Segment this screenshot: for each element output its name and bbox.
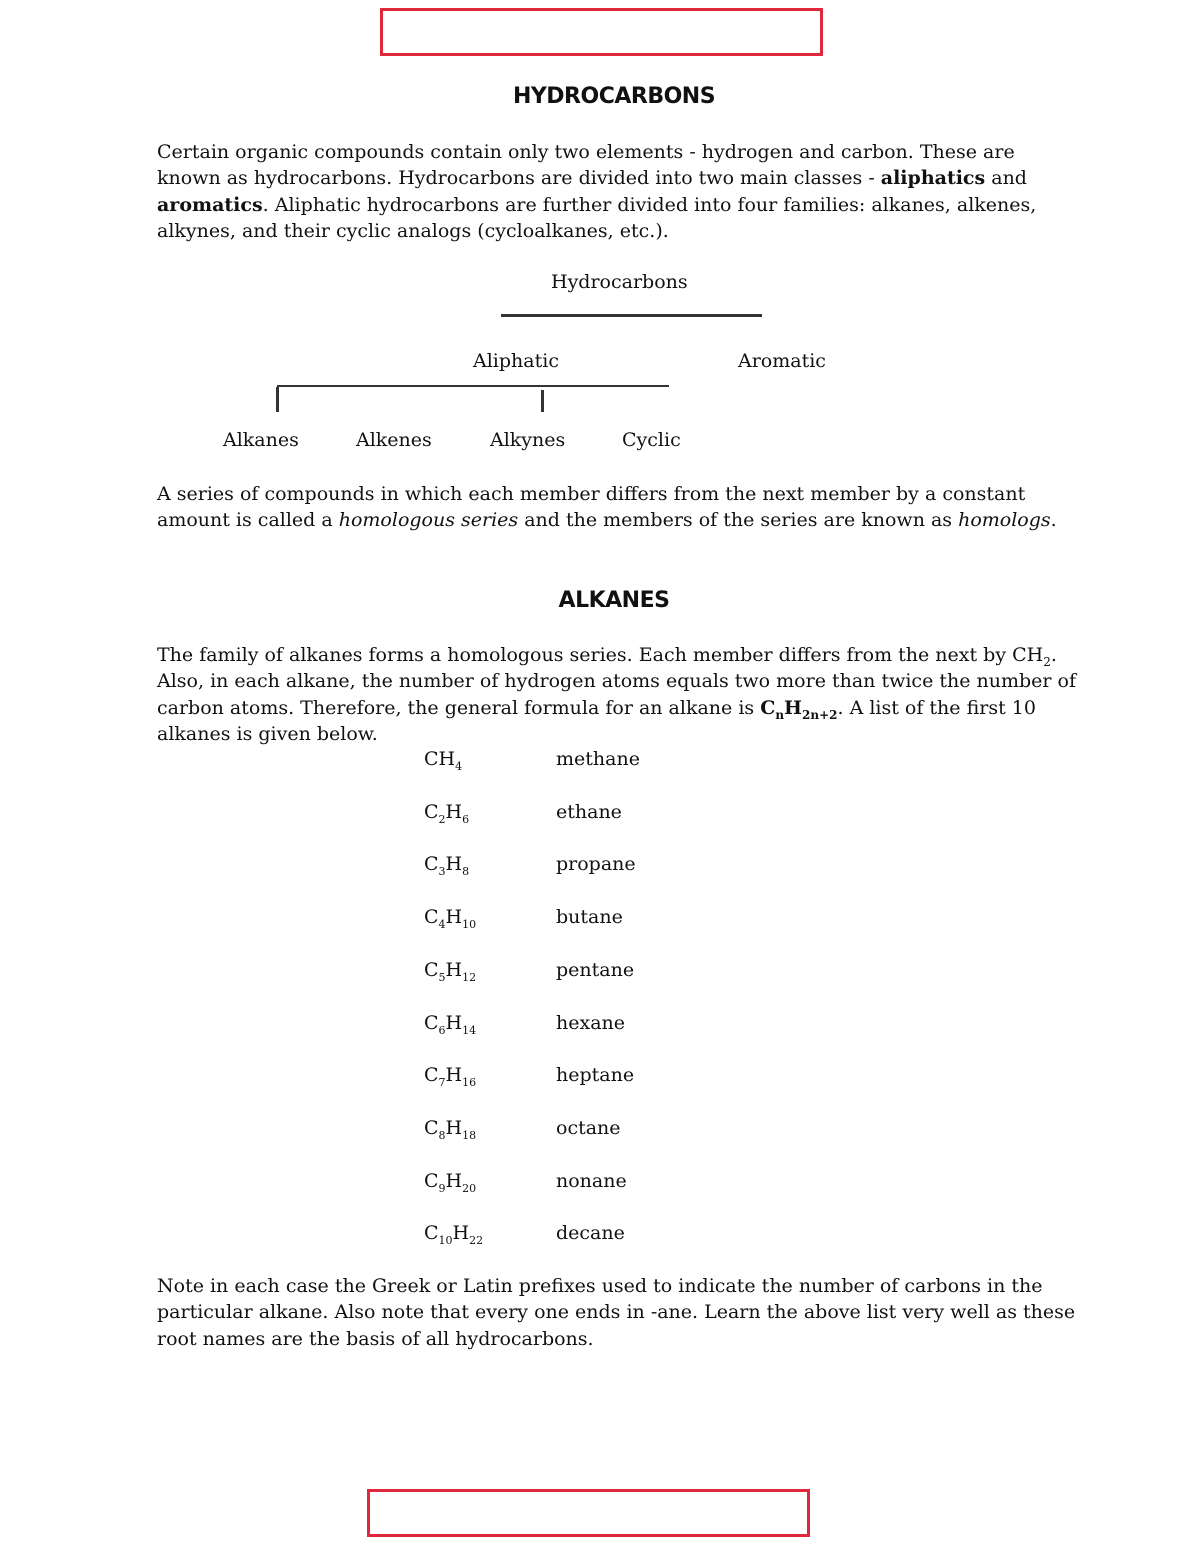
formula-hydrogen: H [445, 801, 463, 823]
alkane-formula [424, 1170, 477, 1195]
formula-hydrogen: H [445, 959, 463, 981]
formula-hydrogen: H [452, 1222, 470, 1244]
alkane-formula [424, 959, 477, 984]
tree-leaf-cyclic: Cyclic [622, 429, 681, 451]
formula-hydrogen: H [445, 1170, 463, 1192]
tree-leaf-alkanes: Alkanes [223, 429, 299, 451]
alkane-name: octane [556, 1117, 621, 1139]
tree-leaf-alkenes: Alkenes [356, 429, 432, 451]
alkane-name: hexane [556, 1012, 626, 1034]
homologous-text-2: and the members of the series are known as [518, 509, 959, 532]
formula-carbon: C [424, 1117, 439, 1139]
homologous-paragraph [157, 481, 1077, 534]
formula-carbon: C [424, 1064, 439, 1086]
homologous-text-3: . [1050, 509, 1057, 532]
hydrogen-count: 6 [462, 813, 470, 826]
alkanes-text-1: The family of alkanes forms a homologous series. Each member differs from the next by CH [157, 644, 1044, 666]
alkane-name: ethane [556, 801, 622, 823]
carbon-count: 8 [438, 1129, 446, 1142]
alkane-name: methane [556, 748, 640, 770]
hydrogen-count: 14 [462, 1024, 477, 1037]
header-placeholder-box [380, 8, 823, 56]
alkane-formula [424, 801, 470, 826]
alkane-formula [424, 906, 477, 931]
term-aromatics: aromatics [157, 193, 263, 216]
formula-hydrogen: H [445, 906, 463, 928]
alkanes-paragraph [157, 642, 1077, 747]
formula-carbon: C [424, 853, 439, 875]
carbon-count: 10 [438, 1234, 453, 1247]
tree-aliphatic-line [277, 385, 669, 387]
formula-carbon: C [424, 906, 439, 928]
tree-node-aromatic: Aromatic [738, 350, 826, 372]
alkane-name: nonane [556, 1170, 627, 1192]
formula-hydrogen: H [438, 748, 456, 770]
intro-text-and: and [985, 167, 1027, 190]
intro-text-2: . Aliphatic hydrocarbons are further divided into four families: alkanes, alkenes, alkynes, and their cyclic analogs (cycloalkanes, etc.). [157, 193, 1037, 242]
term-homologs: homologs [958, 509, 1051, 532]
formula-c: C [760, 696, 776, 719]
tree-root-hydrocarbons: Hydrocarbons [551, 271, 688, 293]
hydrogen-count: 10 [462, 918, 477, 931]
alkane-name: propane [556, 853, 636, 875]
formula-carbon: C [424, 748, 439, 770]
heading-hydrocarbons: HYDROCARBONS [512, 84, 716, 109]
term-homologous-series: homologous series [338, 509, 519, 532]
formula-hydrogen: H [445, 853, 463, 875]
alkane-formula [424, 748, 463, 773]
formula-hydrogen: H [445, 1117, 463, 1139]
formula-carbon: C [424, 1222, 439, 1244]
tree-branch-right [541, 390, 544, 412]
alkanes-text-3: . A list of the first 10 alkanes is given below. [157, 696, 1036, 745]
homologous-text-1: A series of compounds in which each member differs from the next member by a constant amount is called a [157, 483, 1026, 532]
alkane-formula [424, 853, 470, 878]
hydrogen-count: 18 [462, 1129, 477, 1142]
term-aliphatics: aliphatics [880, 167, 986, 190]
hydrogen-count: 22 [469, 1234, 484, 1247]
alkane-formula [424, 1222, 484, 1247]
ch2-subscript: 2 [1043, 655, 1051, 669]
hydrogen-count: 12 [462, 971, 477, 984]
general-formula [760, 696, 838, 722]
hydrogen-count: 8 [462, 865, 470, 878]
formula-hydrogen: H [445, 1012, 463, 1034]
carbon-count: 7 [438, 1076, 446, 1089]
formula-carbon: C [424, 801, 439, 823]
alkane-name: decane [556, 1222, 625, 1244]
carbon-count: 6 [438, 1024, 446, 1037]
carbon-count: 3 [438, 865, 446, 878]
formula-2n2: 2n+2 [802, 707, 838, 722]
formula-carbon: C [424, 959, 439, 981]
alkane-name: butane [556, 906, 623, 928]
formula-n: n [775, 707, 785, 722]
carbon-count: 9 [438, 1182, 446, 1195]
tree-leaf-alkynes: Alkynes [490, 429, 566, 451]
alkane-formula [424, 1064, 477, 1089]
hydrogen-count: 4 [455, 760, 463, 773]
heading-alkanes: ALKANES [558, 588, 670, 613]
formula-hydrogen: H [445, 1064, 463, 1086]
tree-root-line [501, 314, 762, 317]
note-paragraph: Note in each case the Greek or Latin prefixes used to indicate the number of carbons in the particular alkane. Also note that every one ends in -ane. Learn the above list very well as these root names are the basis of all hydrocarbons. [157, 1275, 1076, 1350]
intro-paragraph [157, 139, 1077, 244]
tree-branch-left [276, 387, 279, 412]
alkanes-text-2: . Also, in each alkane, the number of hydrogen atoms equals two more than twice the number of carbon atoms. Therefore, the general formula for an alkane is [157, 644, 1077, 719]
intro-text-1: Certain organic compounds contain only two elements - hydrogen and carbon. These are known as hydrocarbons. Hydrocarbons are divided into two main classes - [157, 141, 1015, 190]
carbon-count: 5 [438, 971, 446, 984]
footer-placeholder-box [367, 1489, 810, 1537]
carbon-count: 4 [438, 918, 446, 931]
formula-h: H [784, 696, 802, 719]
tree-node-aliphatic: Aliphatic [473, 350, 559, 372]
formula-carbon: C [424, 1012, 439, 1034]
alkane-name: pentane [556, 959, 635, 981]
alkane-formula [424, 1012, 477, 1037]
hydrogen-count: 20 [462, 1182, 477, 1195]
carbon-count: 2 [438, 813, 446, 826]
alkane-name: heptane [556, 1064, 635, 1086]
hydrogen-count: 16 [462, 1076, 477, 1089]
formula-carbon: C [424, 1170, 439, 1192]
alkane-formula [424, 1117, 477, 1142]
